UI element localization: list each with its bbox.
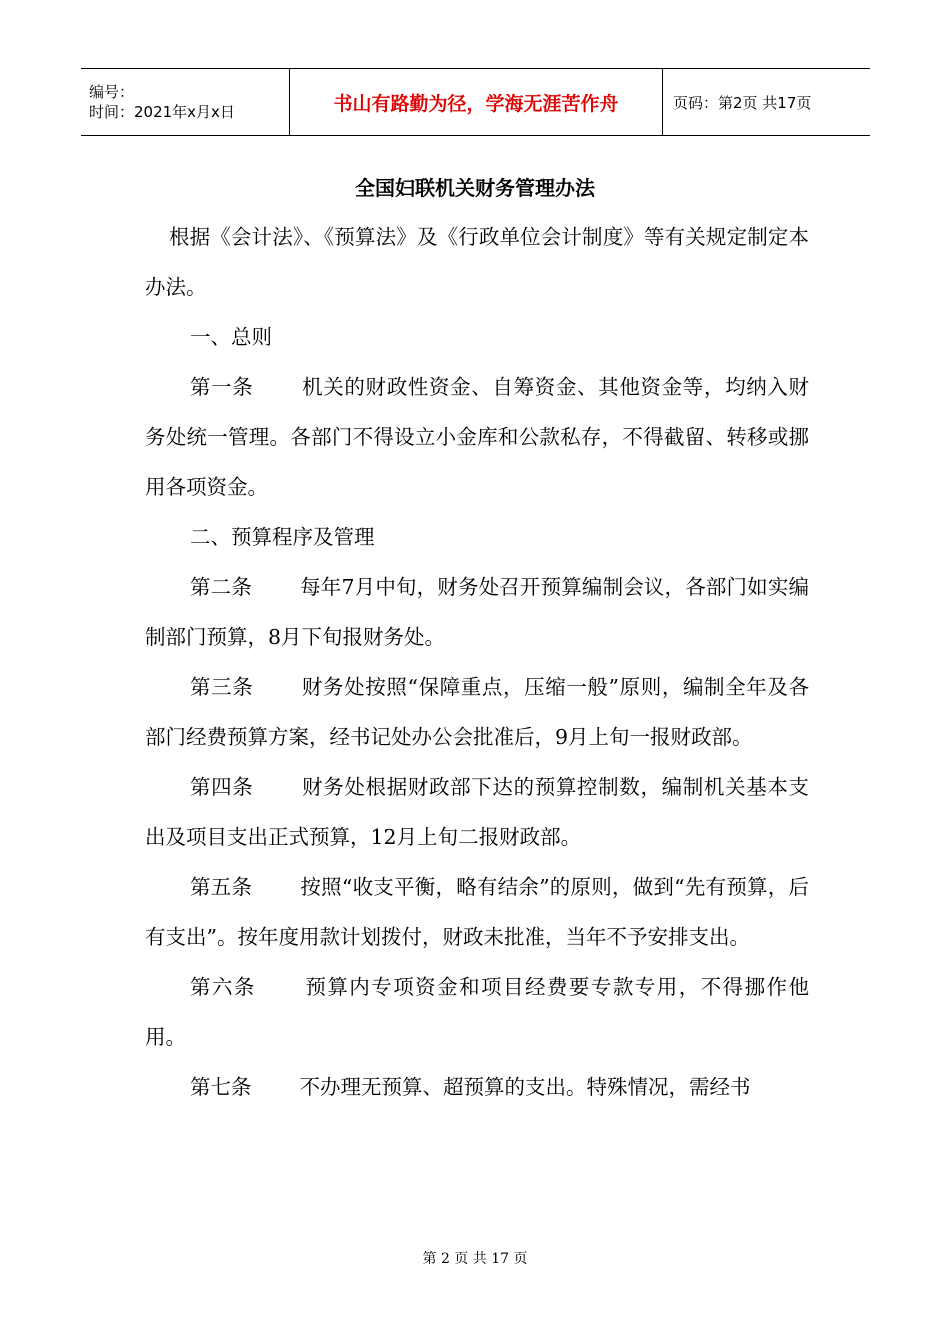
- article-text: 不办理无预算、超预算的支出。特殊情况，需经书: [299, 1075, 751, 1099]
- article-text: 按照“收支平衡，略有结余”的原则，做到“先有预算，后有支出”。按年度用款计划拨付，财政未批准，当年不予安排支出。: [145, 875, 809, 949]
- article-label: 第一条: [190, 375, 254, 399]
- article-text: 每年7月中旬，财务处召开预算编制会议，各部门如实编制部门预算，8月下旬报财务处。: [145, 575, 810, 649]
- article-label: 第五条: [190, 875, 253, 899]
- header-motto: 书山有路勤为径，学海无涯苦作舟: [290, 69, 663, 136]
- article-label: 第三条: [190, 675, 254, 699]
- intro-paragraph: 根据《会计法》、《预算法》及《行政单位会计制度》等有关规定制定本办法。: [145, 225, 809, 299]
- code-label: 编号：: [89, 83, 135, 101]
- article-label: 第四条: [190, 775, 254, 799]
- page-footer: 第 2 页 共 17 页: [422, 1251, 528, 1267]
- section-heading-general: 一、总则: [190, 325, 272, 349]
- document-title: 全国妇联机关财务管理办法: [355, 176, 595, 200]
- article-text: 财务处根据财政部下达的预算控制数，编制机关基本支出及项目支出正式预算，12月上旬二报财政部。: [145, 775, 810, 849]
- article-text: 预算内专项资金和项目经费要专款专用，不得挪作他用。: [145, 975, 810, 1049]
- article-label: 第七条: [190, 1075, 252, 1099]
- header-meta-cell: [81, 69, 290, 136]
- article-text: 机关的财政性资金、自筹资金、其他资金等，均纳入财务处统一管理。各部门不得设立小金库和公款私存，不得截留、转移或挪用各项资金。: [145, 375, 810, 499]
- article-7: [145, 1062, 809, 1112]
- article-label: 第六条: [190, 975, 256, 999]
- header-page-info: 页码：第2页 共17页: [663, 69, 871, 136]
- time-label: 时间：2021年x月x日: [89, 103, 235, 121]
- header-table: [81, 68, 870, 136]
- article-3: [145, 662, 809, 762]
- article-1: [145, 362, 809, 512]
- article-label: 第二条: [190, 575, 252, 599]
- article-2: [145, 562, 809, 662]
- article-text: 财务处按照“保障重点，压缩一般”原则，编制全年及各部门经费预算方案，经书记处办公会批准后，9月上旬一报财政部。: [145, 675, 809, 749]
- article-5: [145, 862, 809, 962]
- article-4: [145, 762, 809, 862]
- document-body: [145, 212, 809, 1112]
- article-6: [145, 962, 809, 1062]
- section-heading-budget: 二、预算程序及管理: [190, 525, 375, 549]
